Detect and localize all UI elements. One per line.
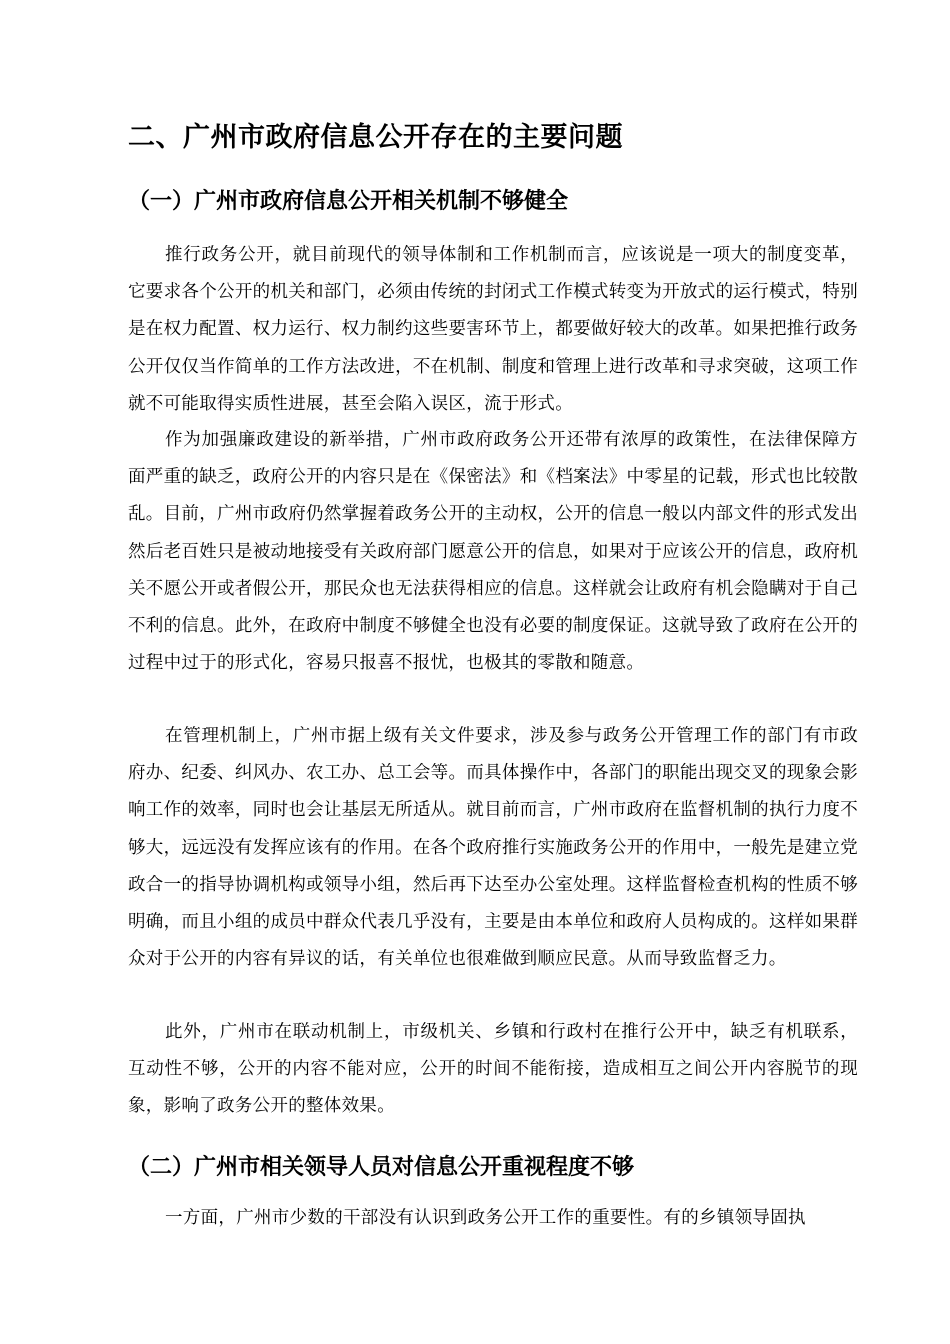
subsection-2-title: （二）广州市相关领导人员对信息公开重视程度不够 — [128, 1155, 635, 1180]
paragraph-5: 一方面，广州市少数的干部没有认识到政务公开工作的重要性。有的乡镇领导固执 — [165, 1208, 806, 1228]
paragraph-2: 作为加强廉政建设的新举措，广州市政府政务公开还带有浓厚的政策性，在法律保障方面严重的缺乏，政府公开的内容只是在《保密法》和《档案法》中零星的记载，形式也比较散乱。目前，广州市政府仍然掌握着政务公开的主动权，公开的信息一般以内部文件的形式发出然后老百姓只是被动地接受有关政府部门愿意公开的信息，如果对于应该公开的信息，政府机关不愿公开或者假公开，那民众也无法获得相应的信息。这样就会让政府有机会隐瞒对于自己不利的信息。此外，在政府中制度不够健全也没有必要的制度保证。这就导致了政府在公开的过程中过于的形式化，容易只报喜不报忧，也极其的零散和随意。 — [128, 430, 858, 674]
paragraph-4: 此外，广州市在联动机制上，市级机关、乡镇和行政村在推行公开中，缺乏有机联系，互动性不够，公开的内容不能对应，公开的时间不能衔接，造成相互之间公开内容脱节的现象，影响了政务公开的整体效果。 — [128, 1022, 858, 1117]
paragraph-1: 推行政务公开，就目前现代的领导体制和工作机制而言，应该说是一项大的制度变革，它要求各个公开的机关和部门，必须由传统的封闭式工作模式转变为开放式的运行模式，特别是在权力配置、权力运行、权力制约这些要害环节上，都要做好较大的改革。如果把推行政务公开仅仅当作简单的工作方法改进，不在机制、制度和管理上进行改革和寻求突破，这项工作就不可能取得实质性进展，甚至会陷入误区，流于形式。 — [128, 245, 858, 414]
subsection-1-title: （一）广州市政府信息公开相关机制不够健全 — [128, 189, 569, 214]
section-title: 二、广州市政府信息公开存在的主要问题 — [128, 122, 623, 153]
paragraph-3: 在管理机制上，广州市据上级有关文件要求，涉及参与政务公开管理工作的部门有市政府办、纪委、纠风办、农工办、总工会等。而具体操作中，各部门的职能出现交叉的现象会影响工作的效率，同时也会让基层无所适从。就目前而言，广州市政府在监督机制的执行力度不够大，远远没有发挥应该有的作用。在各个政府推行实施政务公开的作用中，一般先是建立党政合一的指导协调机构或领导小组，然后再下达至办公室处理。这样监督检查机构的性质不够明确，而且小组的成员中群众代表几乎没有，主要是由本单位和政府人员构成的。这样如果群众对于公开的内容有异议的话，有关单位也很难做到顺应民意。从而导致监督乏力。 — [128, 726, 858, 970]
